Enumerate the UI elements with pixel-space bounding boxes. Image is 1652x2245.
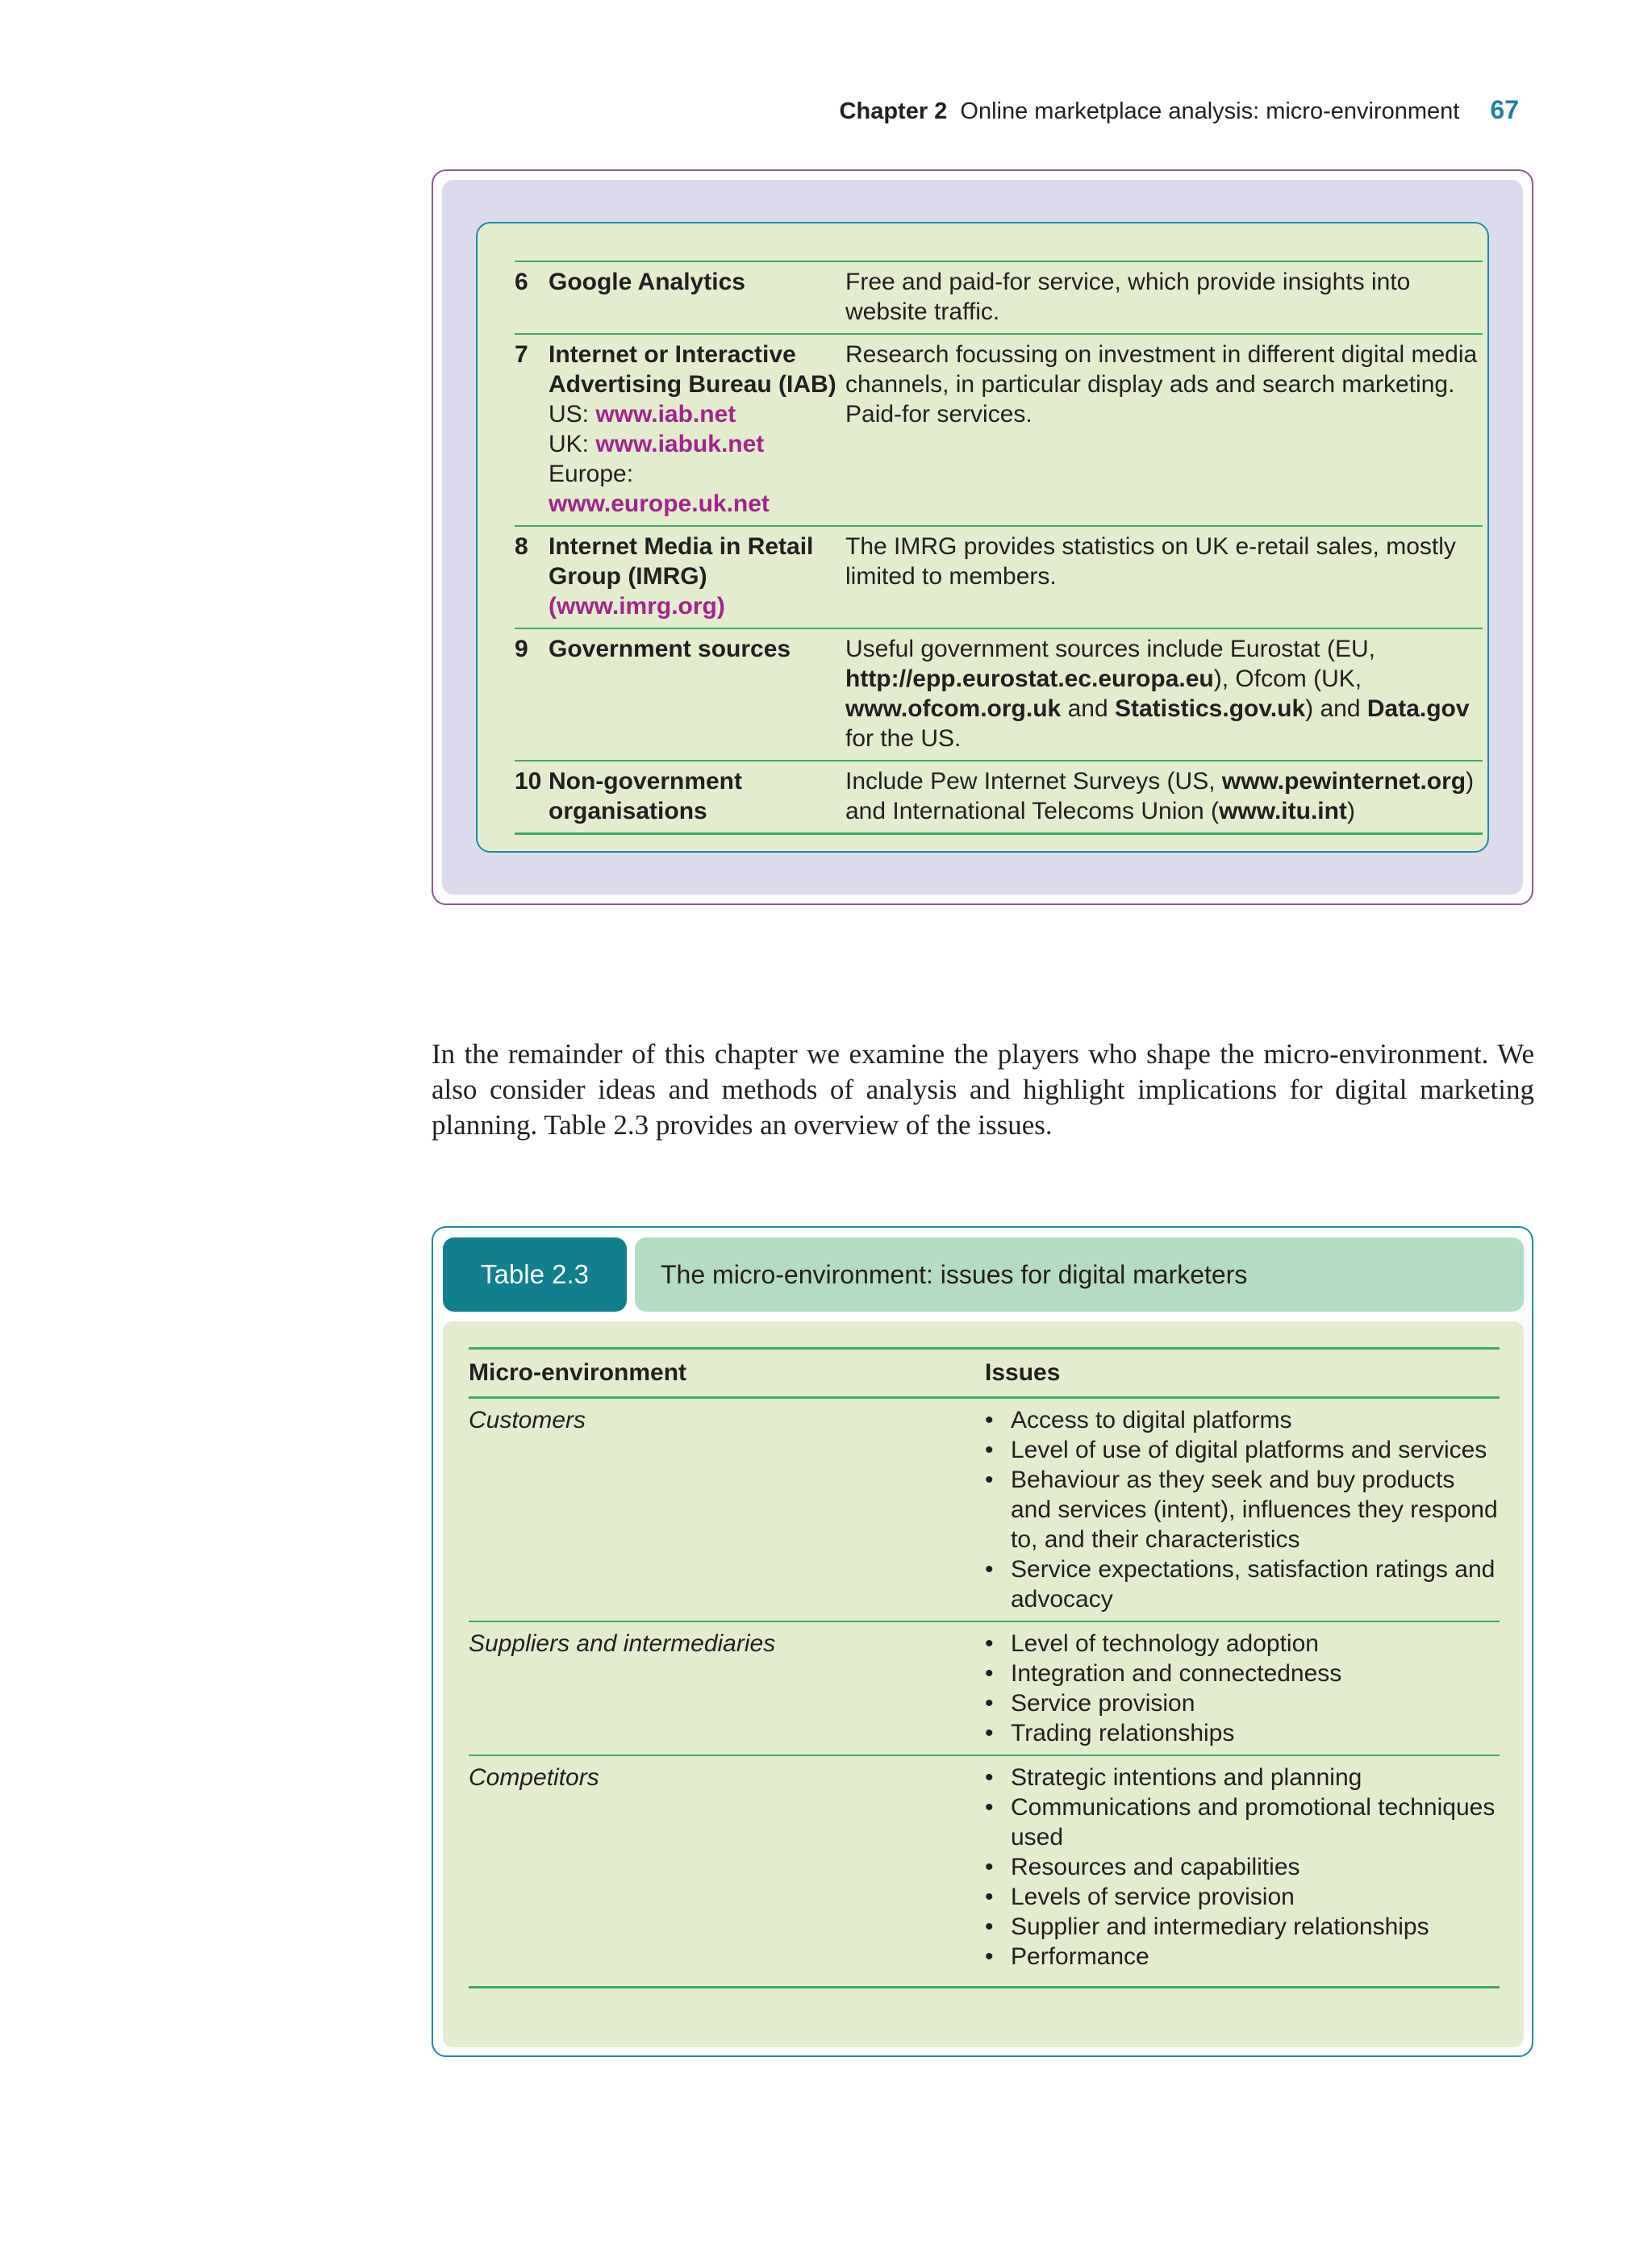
row-number: 6 (515, 269, 528, 295)
sources-box-background (442, 180, 1523, 895)
source-name: Internet or Interactive Advertising Bureau (IAB) (549, 341, 836, 398)
sources-table (515, 261, 1483, 835)
source-name: Google Analytics (549, 269, 745, 295)
micro-environment-name: Suppliers and intermediaries (469, 1621, 985, 1755)
issues-list (985, 1629, 1500, 1748)
source-name: Internet Media in Retail Group (IMRG) (549, 533, 814, 590)
source-description: Research focussing on investment in different digital media channels, in particular display ads and search marketing. Paid-for services. (845, 341, 1478, 428)
list-item: • Access to digital platforms (985, 1405, 1500, 1435)
column-header-micro-environment: Micro-environment (469, 1349, 985, 1398)
source-link[interactable]: Statistics.gov.uk (1114, 695, 1306, 722)
list-item: • Supplier and intermediary relationships (985, 1912, 1500, 1942)
list-item: • Strategic intentions and planning (985, 1763, 1500, 1792)
source-link[interactable]: Data.gov (1366, 695, 1470, 722)
table-row (515, 261, 1483, 334)
list-item: • Level of use of digital platforms and services (985, 1435, 1500, 1465)
table-row (469, 1398, 1500, 1622)
desc-text: and (1061, 695, 1115, 722)
desc-text: ) and (1305, 695, 1367, 722)
table-panel (443, 1321, 1524, 2047)
list-item: • Integration and connectedness (985, 1659, 1500, 1688)
list-item: • Service expectations, satisfaction ratings and advocacy (985, 1554, 1500, 1614)
sources-box-panel (486, 232, 1479, 843)
link-label: US: (549, 401, 596, 428)
issues-cell (985, 1755, 1500, 1988)
source-description (845, 761, 1483, 834)
issues-cell (985, 1621, 1500, 1755)
source-link[interactable]: (www.imrg.org) (549, 593, 725, 620)
table-row (469, 1755, 1500, 1988)
list-item: • Level of technology adoption (985, 1629, 1500, 1659)
table-row (515, 761, 1483, 834)
table-2-3-box (432, 1226, 1533, 2057)
desc-text: ) and International Telecoms Union ( (845, 768, 1475, 824)
chapter-number: Chapter 2 (839, 98, 948, 124)
issues-list (985, 1763, 1500, 1972)
micro-environment-name: Customers (469, 1398, 985, 1622)
column-header-issues: Issues (985, 1349, 1500, 1398)
list-item: • Trading relationships (985, 1718, 1500, 1748)
sources-box (432, 169, 1533, 905)
source-description (845, 628, 1483, 761)
source-link[interactable]: www.iabuk.net (595, 431, 765, 457)
source-name-cell (549, 334, 845, 526)
desc-text: Useful government sources include Eurostat (EU, (845, 636, 1375, 662)
issues-cell (985, 1398, 1500, 1622)
list-item: • Levels of service provision (985, 1882, 1500, 1912)
table-row (515, 526, 1483, 628)
source-link[interactable]: http://epp.eurostat.ec.europa.eu (845, 666, 1214, 692)
link-label: UK: (549, 431, 596, 457)
table-row (515, 334, 1483, 526)
body-paragraph: In the remainder of this chapter we examine the players who shape the micro-environment. We also consider ideas and methods of analysis and highlight implications for digital marketing planning. Table 2.3 provides an overview of the issues. (432, 1038, 1534, 1141)
list-item: • Behaviour as they seek and buy products and services (intent), influences they respond to, and their characteristics (985, 1465, 1500, 1554)
desc-text: for the US. (845, 725, 962, 752)
source-name: Government sources (549, 636, 791, 662)
source-name: Non-government organisations (549, 768, 742, 824)
table-row (469, 1621, 1500, 1755)
row-number: 10 (515, 768, 542, 795)
list-item: • Performance (985, 1942, 1500, 1972)
source-link[interactable]: www.ofcom.org.uk (845, 695, 1062, 722)
table-row (515, 628, 1483, 761)
source-link-line (549, 399, 845, 429)
table-caption: The micro-environment: issues for digital marketers (635, 1237, 1524, 1312)
page-number: 67 (1490, 95, 1519, 124)
desc-text: ) (1346, 798, 1355, 824)
running-header (840, 95, 1519, 125)
source-link[interactable]: www.pewinternet.org (1221, 768, 1466, 795)
list-item: • Service provision (985, 1688, 1500, 1718)
row-number: 7 (515, 341, 528, 368)
row-number: 9 (515, 636, 528, 662)
list-item: • Communications and promotional techniques used (985, 1792, 1500, 1852)
row-number: 8 (515, 533, 528, 560)
source-link[interactable]: www.iab.net (595, 401, 736, 428)
source-description: Free and paid-for service, which provide insights into website traffic. (845, 269, 1411, 325)
source-link[interactable]: www.europe.uk.net (549, 490, 770, 517)
desc-text: Include Pew Internet Surveys (US, (845, 768, 1222, 795)
table-label: Table 2.3 (443, 1237, 627, 1312)
chapter-title: Online marketplace analysis: micro-environment (960, 98, 1460, 124)
table-header-row (469, 1349, 1500, 1398)
source-description: The IMRG provides statistics on UK e-retail sales, mostly limited to members. (845, 533, 1456, 590)
source-link-line (549, 429, 845, 459)
issues-table (469, 1347, 1500, 1988)
link-label: Europe: (549, 461, 634, 487)
issues-list (985, 1405, 1500, 1614)
source-name-cell (549, 526, 845, 628)
list-item: • Resources and capabilities (985, 1852, 1500, 1882)
desc-text: ), Ofcom (UK, (1213, 666, 1362, 692)
micro-environment-name: Competitors (469, 1755, 985, 1988)
sources-box-frame (476, 222, 1489, 853)
source-link[interactable]: www.itu.int (1219, 798, 1347, 824)
